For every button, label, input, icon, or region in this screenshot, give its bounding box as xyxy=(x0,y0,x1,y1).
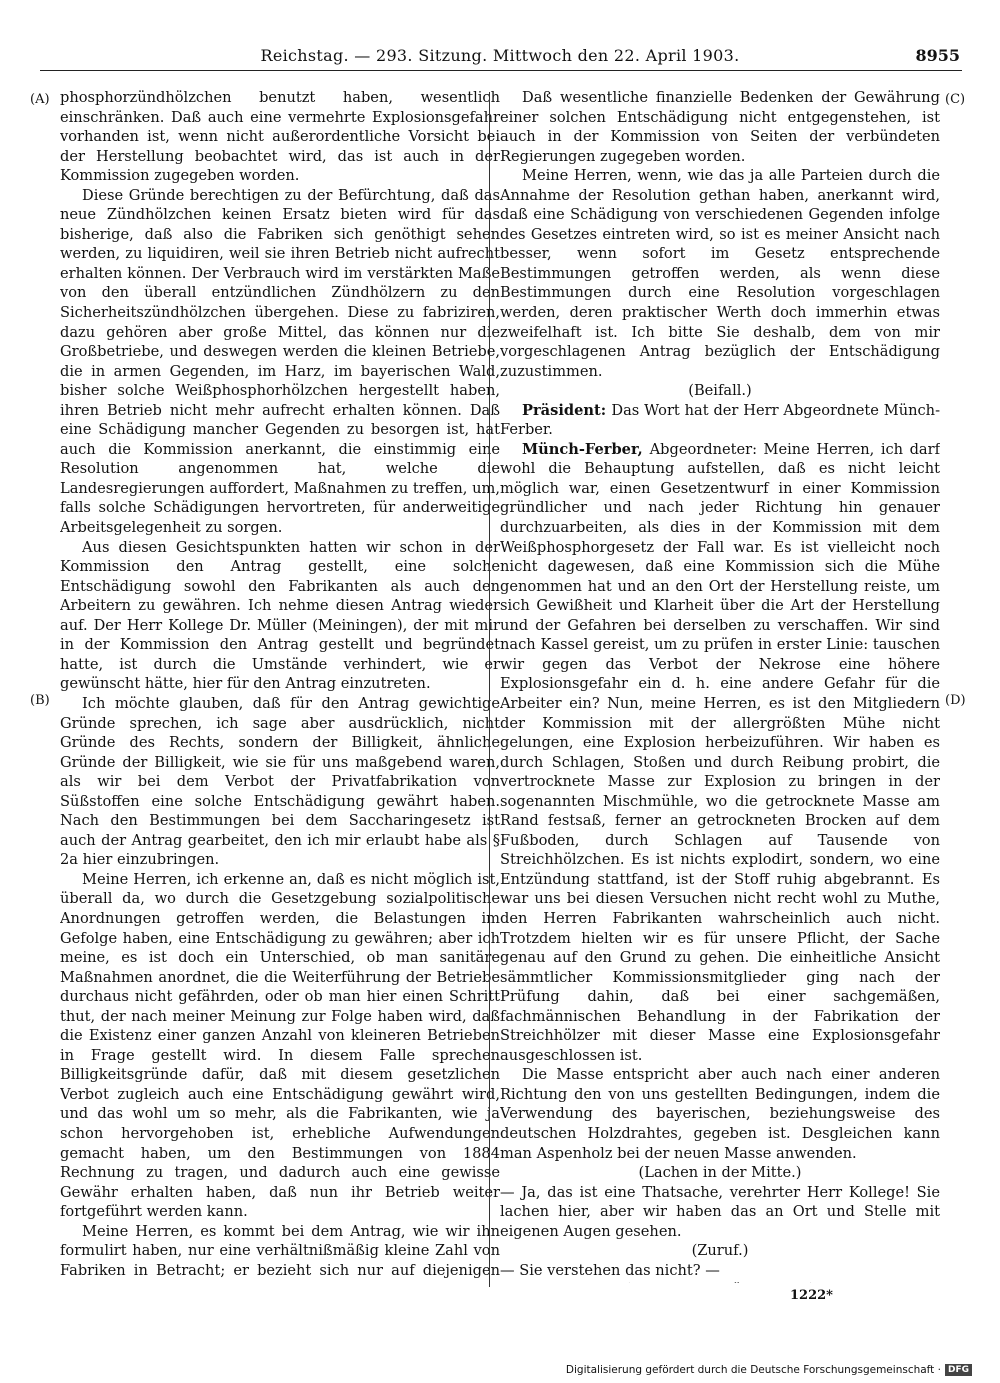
paragraph xyxy=(500,381,940,401)
paragraph xyxy=(500,440,940,1066)
paragraph-text: Meine Herren, wenn, wie das ja alle Parteien durch die Annahme der Resolution gethan haben, anerkannt wird, daß eine Schädigung von verschiedenen Gegenden infolge des Gesetzes eintreten wird, so ist es meiner Ansicht nach besser, wenn sofort im Gesetz entsprechende Bestimmungen getroffen werden, als wenn diese Bestimmungen durch eine Resolution vorgeschlagen werden, deren praktischer Werth doch immerhin etwas zweifelhaft ist. Ich bitte Sie deshalb, dem von mir vorgeschlagenen Antrag bezüglich der Entschädigung zuzustimmen. xyxy=(500,167,940,380)
paragraph-text: phosphorzündhölzchen benutzt haben, wesentlich einschränken. Daß auch eine vermehrte Explosionsgefahr vorhanden ist, wenn nicht außerordentliche Vorsicht bei der Herstellung beobachtet wird, das ist auch in der Kommission zugegeben worden. xyxy=(60,89,500,185)
margin-marker-c: (C) xyxy=(945,92,966,107)
page-header xyxy=(40,46,960,70)
paragraph xyxy=(60,1222,500,1283)
margin-marker-d: (D) xyxy=(945,693,966,708)
paragraph xyxy=(500,401,940,440)
header-rule xyxy=(40,70,962,71)
paragraph-text: Das Wort hat der Herr Abgeordnete Münch-Ferber. xyxy=(500,401,940,439)
paragraph-text xyxy=(625,1281,815,1283)
speaker-name: Münch-Ferber, xyxy=(522,440,650,458)
paragraph xyxy=(60,186,500,538)
footer-text: Digitalisierung gefördert durch die Deutsche Forschungsgemeinschaft · xyxy=(565,1364,941,1376)
right-column xyxy=(500,88,940,1283)
paragraph xyxy=(60,694,500,870)
paragraph xyxy=(500,1183,940,1242)
speaker-name: Präsident: xyxy=(522,401,612,419)
paragraph-text: Diese Gründe berechtigen zu der Befürchtung, daß das neue Zündhölzchen keinen Ersatz bieten wird für das bisherige, daß also die Fabriken sich genöthigt sehen werden, zu liquidiren, weil sie ihren Betrieb nicht aufrecht erhalten können. Der Verbrauch wird im verstärkten Maße von den überall entzündlichen Zündhölzern zu den Sicherheitszündhölzchen übergehen. Diese zu fabriziren, dazu gehören aber große Mittel, das können nur die Großbetriebe, und deswegen werden die kleinen Betriebe, die in armen Gegenden, im Harz, im bayerischen Wald, bisher solche Weißphosphorhölzchen hergestellt haben, ihren Betrieb nicht mehr aufrecht erhalten können. Daß eine Schädigung mancher Gegenden zu besorgen ist, hat auch die Kommission anerkannt, die einstimmig eine Resolution angenommen hat, welche die Landesregierungen auffordert, Maßnahmen zu treffen, um, falls solche Schädigungen hervortreten, für anderweitige Arbeitsgelegenheit zu sorgen. xyxy=(60,186,500,537)
paragraph xyxy=(500,1280,940,1283)
footer xyxy=(566,1364,972,1376)
paragraph-text: Daß wesentliche finanzielle Bedenken der Gewährung einer solchen Entschädigung nicht entgegenstehen, ist auch in der Kommission von Seiten der verbündeten Regierungen zugegeben worden. xyxy=(500,89,940,165)
paragraph-text: Aus diesen Gesichtspunkten hatten wir schon in der Kommission den Antrag gestellt, eine solche Entschädigung sowohl den Fabrikanten als auch den Arbeitern zu gewähren. Ich nehme diesen Antrag wieder auf. Der Herr Kollege Dr. Müller (Meiningen), der mit mir in der Kommission den Antrag gestellt und begründet hatte, ist durch die Umstände verhindert, wie er gewünscht hätte, hier für den Antrag einzutreten. xyxy=(60,538,500,693)
paragraph xyxy=(500,1261,940,1281)
paragraph-text: Ich möchte glauben, daß für den Antrag gewichtige Gründe sprechen, ich sage aber ausdrücklich, nicht Gründe des Rechts, sondern der Billigkeit, ähnliche Gründe der Billigkeit, wie sie für uns maßgebend waren, als wir bei dem Verbot der Privatfabrikation von Süßstoffen eine solche Entschädigung gewährt haben. Nach den Bestimmungen bei dem Saccharingesetz ist auch der Antrag gearbeitet, den ich mir erlaubt habe als § 2a hier einzubringen. xyxy=(60,694,500,869)
running-title: Reichstag. — 293. Sitzung. Mittwoch den 22. April 1903. xyxy=(260,46,740,65)
signature-mark: 1222* xyxy=(790,1288,833,1303)
paragraph-text: — Ja, das ist eine Thatsache, verehrter Herr Kollege! Sie lachen hier, aber wir haben das an Ort und Stelle mit eigenen Augen gesehen. xyxy=(500,1183,940,1240)
paragraph xyxy=(500,1065,940,1163)
paragraph-text: (Zuruf.) xyxy=(691,1242,749,1260)
paragraph-text: Abgeordneter: Meine Herren, ich darf wohl die Behauptung aufstellen, daß es nicht leicht möglich war, einen Gesetzentwurf in einer Kommission gründlicher und nach jeder Richtung hin genauer durchzuarbeiten, als dies in der Kommission mit dem Weißphosphorgesetz der Fall war. Es ist vielleicht noch nicht dagewesen, daß eine Kommission sich die Mühe genommen hat und an den Ort der Herstellung reiste, um sich Gewißheit und Klarheit über die Art der Herstellung und der Gefahren bei derselben zu verschaffen. Wir sind nach Kassel gereist, um zu prüfen in erster Linie: tauschen wir gegen das Verbot der Nekrose eine höhere Explosionsgefahr ein d. h. eine andere Gefahr für die Arbeiter ein? Nun, meine Herren, es ist den Mitgliedern der Kommission mit der allergrößten Mühe nicht gelungen, eine Explosion herbeizuführen. Wir haben es durch Schlagen, Stoßen und durch Reibung probirt, die vertrocknete Masse zur Explosion zu bringen in der sogenannten Mischmühle, wo die getrocknete Masse am Rand festsaß, ferner an getrockneten Brocken auf dem Fußboden, durch Schlagen auf Tausende von Streichhölzchen. Es ist nichts explodirt, sondern, wo eine Entzündung stattfand, ist der Stoff ruhig abgebrannt. Es war uns bei diesen Versuchen nicht recht wohl zu Muthe, den Herren Fabrikanten wahrscheinlich auch nicht. Trotzdem hielten wir es für unsere Pflicht, der Sache genau auf den Grund zu gehen. Die einheitliche Ansicht sämmtlicher Kommissionsmitglieder ging nach der Prüfung dahin, daß bei einer sachgemäßen, fachmännischen Behandlung in der Fabrikation der Streichhölzer mit dieser Masse eine Explosionsgefahr ausgeschlossen ist. xyxy=(500,440,940,1064)
paragraph-text: — Sie verstehen das nicht? — xyxy=(500,1261,720,1279)
paragraph-text: Die Masse entspricht aber auch nach einer anderen Richtung den von uns gestellten Bedingungen, indem die Verwendung des bayerischen, beziehungsweise des deutschen Holzdrahtes, gegeben ist. Desgleichen kann man Aspenholz bei der neuen Masse anwenden. xyxy=(500,1066,940,1162)
margin-marker-a: (A) xyxy=(30,92,50,107)
paragraph xyxy=(500,88,940,166)
paragraph xyxy=(500,166,940,381)
paragraph-text: (Lachen in der Mitte.) xyxy=(638,1164,802,1182)
paragraph-text: (Beifall.) xyxy=(688,382,752,400)
paragraph xyxy=(500,1163,940,1183)
paragraph xyxy=(60,870,500,1222)
column-divider xyxy=(489,92,490,1287)
dfg-logo: DFG xyxy=(945,1364,972,1376)
page-number: 8955 xyxy=(915,46,960,65)
paragraph xyxy=(60,88,500,186)
paragraph xyxy=(500,1241,940,1261)
left-column xyxy=(60,88,500,1283)
margin-marker-b: (B) xyxy=(30,693,50,708)
paragraph-text: Meine Herren, ich erkenne an, daß es nicht möglich ist, überall da, wo durch die Gesetzgebung sozialpolitische Anordnungen getroffen werden, die Belastungen im Gefolge haben, eine Entschädigung zu gewähren; aber ich meine, es ist doch ein Unterschied, ob man sanitäre Maßnahmen anordnet, die die Weiterführung der Betriebe durchaus nicht gefährden, oder ob man hier einen Schritt thut, der nach meiner Meinung zur Folge haben wird, daß die Existenz einer ganzen Anzahl von kleineren Betrieben in Frage gestellt wird. In diesem Falle sprechen Billigkeitsgründe dafür, daß mit diesem gesetzlichen Verbot zugleich auch eine Entschädigung gewährt wird, und das wohl um so mehr, als die Fabrikanten, wie ja schon hervorgehoben ist, erhebliche Aufwendungen gemacht haben, um den Bestimmungen von 1884 Rechnung zu tragen, und dadurch auch eine gewisse Gewähr erhalten haben, daß nun ihr Betrieb weiter fortgeführt werden kann. xyxy=(60,870,500,1221)
paragraph xyxy=(60,538,500,694)
paragraph-text: Meine Herren, es kommt bei dem Antrag, wie wir ihn formulirt haben, nur eine verhältnißmäßig kleine Zahl von Fabriken in Betracht; er bezieht sich nur auf diejenigen xyxy=(60,1222,500,1279)
